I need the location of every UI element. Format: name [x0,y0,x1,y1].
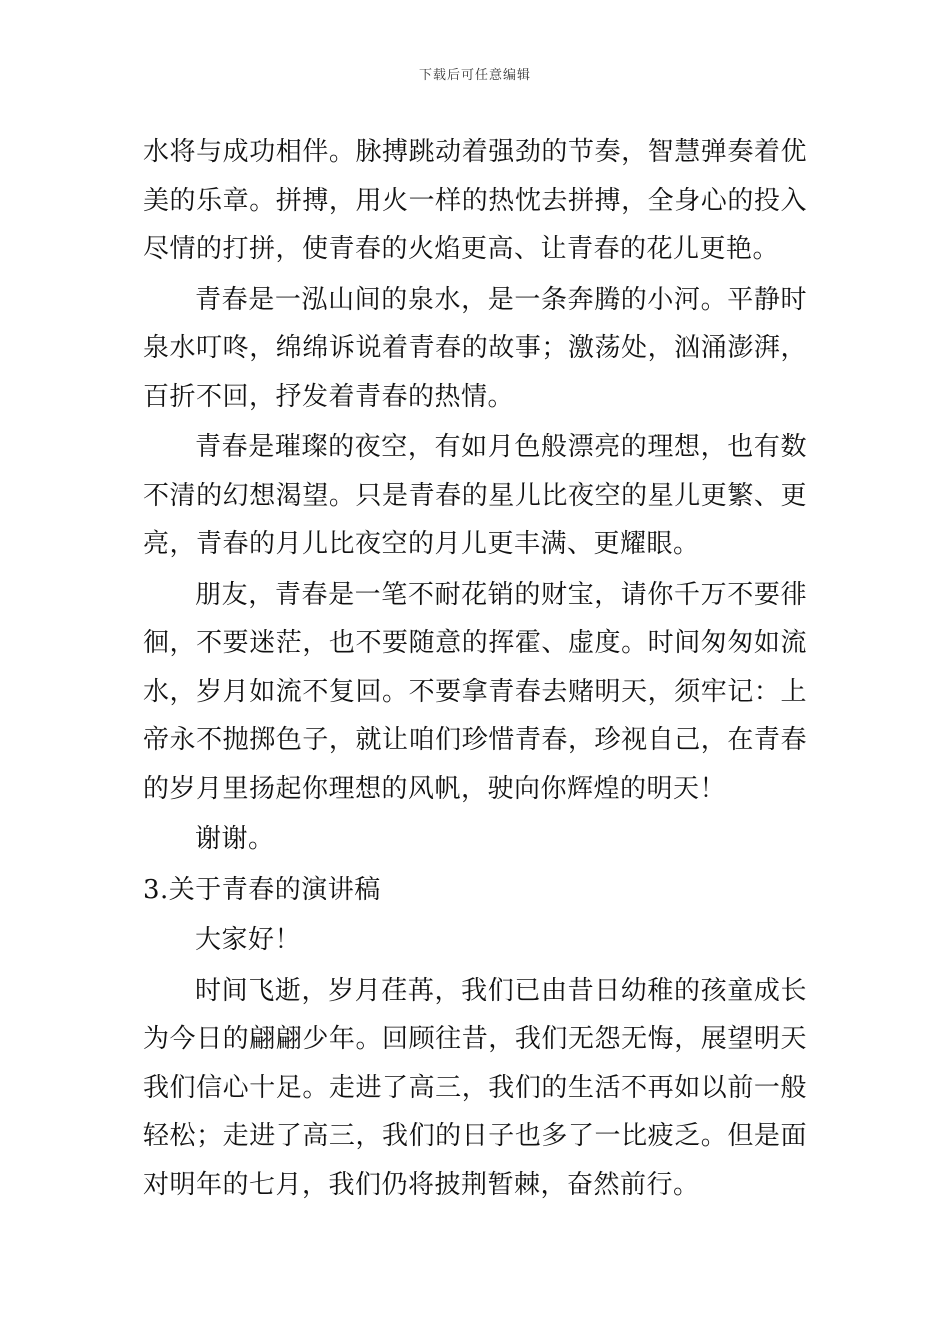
paragraph-spring-water: 青春是一泓山间的泉水，是一条奔腾的小河。平静时泉水叮咚，绵绵诉说着青春的故事；激荡处，汹涌澎湃，百折不回，抒发着青春的热情。 [143,284,807,412]
paragraph-night-sky: 青春是璀璨的夜空，有如月色般漂亮的理想，也有数不清的幻想渴望。只是青春的星儿比夜空的星儿更繁、更亮，青春的月儿比夜空的月儿更丰满、更耀眼。 [143,432,807,559]
document-body [143,128,807,1211]
paragraph-thanks: 谢谢。 [195,824,275,854]
section-heading: 3.关于青春的演讲稿 [143,874,381,905]
paragraph-continuation: 水将与成功相伴。脉搏跳动着强劲的节奏，智慧弹奏着优美的乐章。拼搏，用火一样的热忱去拼搏，全身心的投入尽情的打拼，使青春的火焰更高、让青春的花儿更艳。 [143,137,807,264]
page-header: 下载后可任意编辑 [418,68,531,83]
paragraph-greeting: 大家好！ [195,925,302,955]
paragraph-friend: 朋友，青春是一笔不耐花销的财宝，请你千万不要徘徊，不要迷茫，也不要随意的挥霍、虚度。时间匆匆如流水，岁月如流不复回。不要拿青春去赌明天，须牢记：上帝永不抛掷色子，就让咱们珍惜青春，珍视自己，在青春的岁月里扬起你理想的风帆，驶向你辉煌的明天！ [143,579,807,804]
paragraph-time-flies: 时间飞逝，岁月荏苒，我们已由昔日幼稚的孩童成长为今日的翩翩少年。回顾往昔，我们无怨无悔，展望明天我们信心十足。走进了高三，我们的生活不再如以前一般轻松；走进了高三，我们的日子也多了一比疲乏。但是面对明年的七月，我们仍将披荆暂棘，奋然前行。 [143,975,807,1200]
